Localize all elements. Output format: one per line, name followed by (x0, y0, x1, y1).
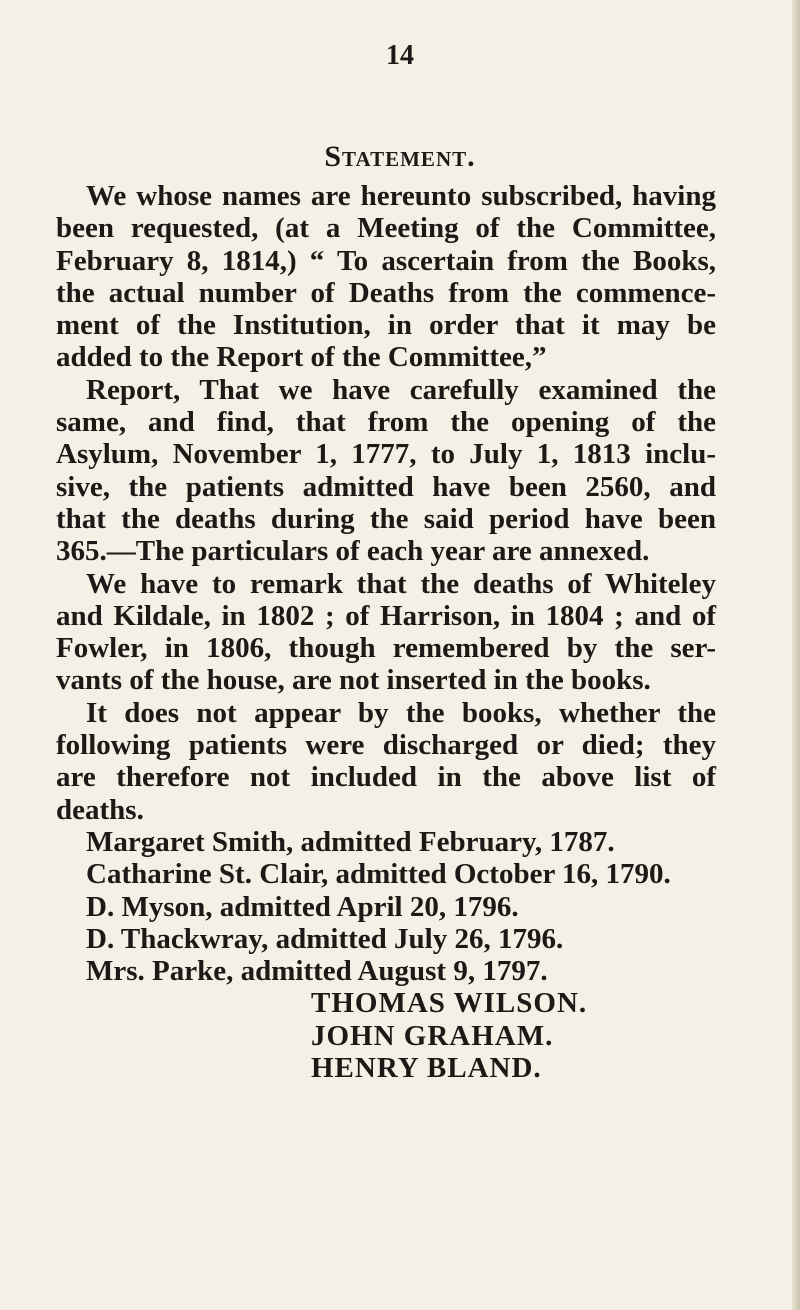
text-line: We have to remark that the deaths of Whiteley (86, 567, 716, 600)
text-line: Fowler, in 1806, though remembered by the ser- (56, 632, 716, 665)
signature: THOMAS WILSON. (311, 987, 588, 1020)
text-line: vants of the house, are not inserted in the books. (56, 664, 651, 697)
text-line: 365.—The particulars of each year are annexed. (56, 535, 650, 568)
text-line: added to the Report of the Committee,” (56, 341, 547, 374)
text-line: same, and find, that from the opening of the (56, 406, 716, 439)
text-line: the actual number of Deaths from the commence- (56, 276, 716, 309)
patient-entry: D. Myson, admitted April 20, 1796. (86, 890, 519, 923)
text-line: ment of the Institution, in order that it may be (56, 309, 716, 342)
signature: HENRY BLAND. (311, 1052, 542, 1085)
page-edge-shadow (792, 0, 800, 1310)
text-line: been requested, (at a Meeting of the Committee, (56, 212, 716, 245)
patient-entry: Catharine St. Clair, admitted October 16, 1790. (86, 858, 671, 891)
text-line: We whose names are hereunto subscribed, having (86, 180, 716, 212)
text-line: Report, That we have carefully examined the (86, 373, 716, 406)
text-line: deaths. (56, 793, 144, 826)
text-line: are therefore not included in the above list of (56, 761, 716, 794)
page-number: 14 (386, 40, 414, 71)
text-line: It does not appear by the books, whether the (86, 696, 716, 729)
patient-entry: D. Thackwray, admitted July 26, 1796. (86, 922, 564, 955)
text-line: Asylum, November 1, 1777, to July 1, 1813 inclu- (56, 438, 716, 471)
text-line: February 8, 1814,) “ To ascertain from the Books, (56, 244, 716, 277)
text-line: that the deaths during the said period have been (56, 502, 716, 535)
patient-entry: Margaret Smith, admitted February, 1787. (86, 825, 615, 858)
statement-body (56, 180, 716, 1084)
page-heading: Statement. (324, 140, 476, 173)
signature: JOHN GRAHAM. (311, 1019, 554, 1052)
text-line: and Kildale, in 1802 ; of Harrison, in 1804 ; and of (56, 599, 716, 632)
patient-entry: Mrs. Parke, admitted August 9, 1797. (86, 955, 548, 988)
text-line: following patients were discharged or died; they (56, 729, 716, 762)
text-line: sive, the patients admitted have been 2560, and (56, 470, 716, 503)
